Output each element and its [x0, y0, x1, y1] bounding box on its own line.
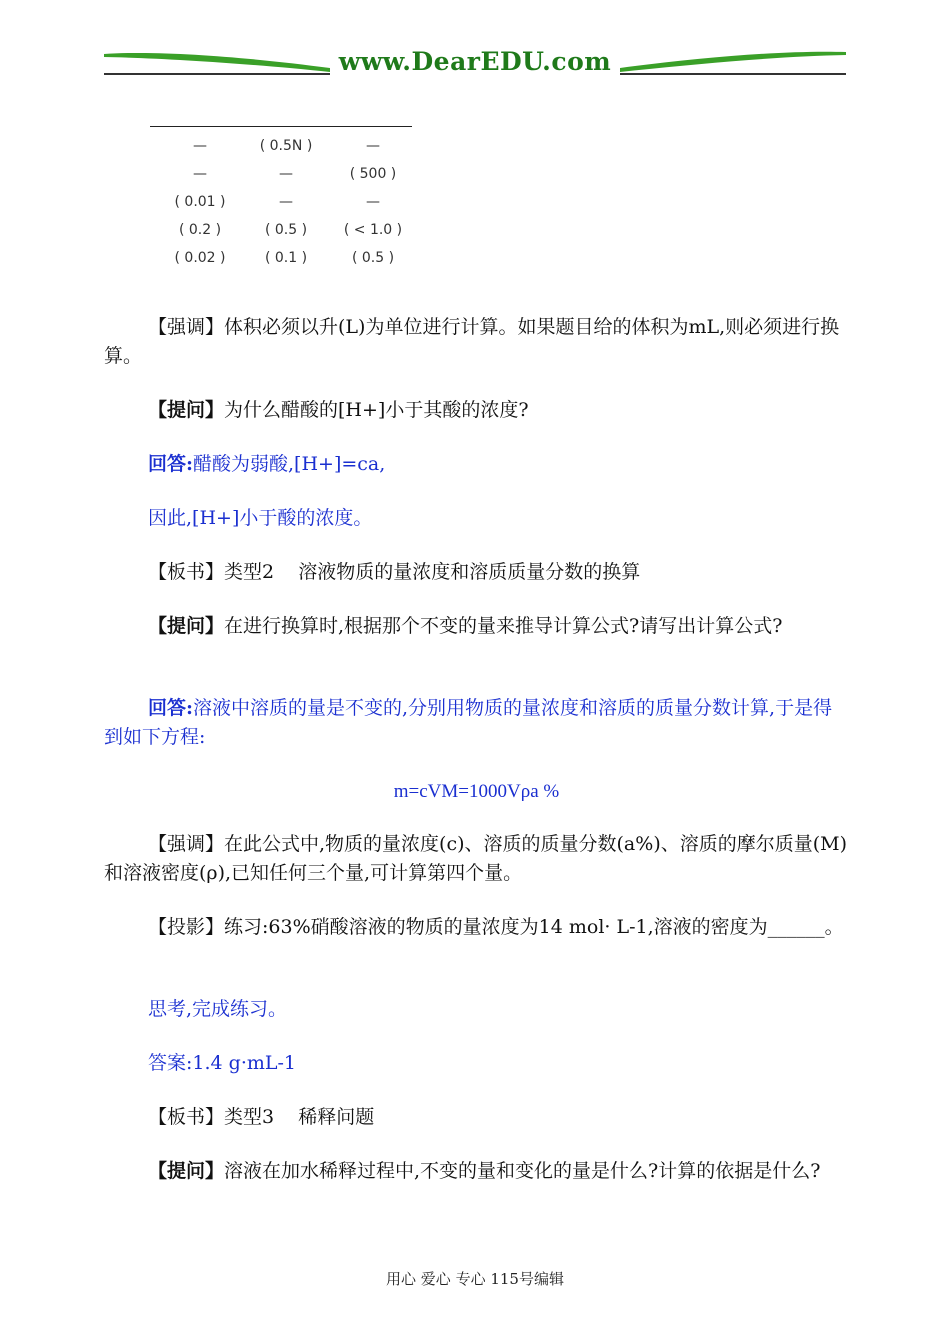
- paragraph-question-formula: [104, 612, 849, 641]
- paragraph-text: 类型2 溶液物质的量浓度和溶质质量分数的换算: [224, 561, 641, 583]
- paragraph-text: 醋酸为弱酸,[H+]=ca,: [193, 453, 386, 475]
- table-top-rule: [150, 126, 412, 127]
- table-row: [150, 250, 412, 274]
- paragraph-board-type2: [104, 558, 849, 587]
- table-row: [150, 166, 412, 190]
- table-cell: —: [366, 138, 380, 154]
- table-cell: ( 0.02 ): [174, 250, 226, 266]
- table-cell: ( 0.5N ): [259, 138, 313, 154]
- table-cell: —: [193, 138, 207, 154]
- tag-question: 【提问】: [148, 1160, 225, 1182]
- paragraph-answer-value: [104, 1049, 849, 1078]
- tag-emphasis: 【强调】: [148, 316, 225, 338]
- site-logo-text: www.DearEDU.com: [330, 47, 620, 77]
- paragraph-emphasis-formula: [104, 830, 849, 888]
- paragraph-text: 在此公式中,物质的量浓度(c)、溶质的质量分数(a%)、溶质的摩尔质量(M)和溶液密度(ρ),已知任何三个量,可计算第四个量。: [104, 833, 848, 884]
- tag-question: 【提问】: [148, 399, 225, 421]
- paragraph-think: [104, 995, 849, 1024]
- tag-projection: 【投影】: [148, 916, 225, 938]
- paragraph-text: 溶液中溶质的量是不变的,分别用物质的量浓度和溶质的质量分数计算,于是得到如下方程:: [104, 697, 833, 748]
- page-footer: 用心 爱心 专心 115号编辑: [386, 1270, 564, 1288]
- paragraph-emphasis-volume: [104, 313, 849, 371]
- paragraph-text: 类型3 稀释问题: [224, 1106, 375, 1128]
- table-cell: —: [366, 194, 380, 210]
- data-table: [150, 126, 412, 266]
- table-row: [150, 222, 412, 246]
- paragraph-board-type3: [104, 1103, 849, 1132]
- table-row: [150, 194, 412, 218]
- paragraph-text: 体积必须以升(L)为单位进行计算。如果题目给的体积为mL,则必须进行换算。: [104, 316, 840, 367]
- table-cell: ( 500 ): [349, 166, 397, 182]
- table-cell: ( 0.1 ): [264, 250, 308, 266]
- paragraph-answer-conclusion: [104, 504, 849, 533]
- table-cell: ( 0.5 ): [264, 222, 308, 238]
- paragraph-question-dilution: [104, 1157, 849, 1186]
- paragraph-text: 为什么醋酸的[H+]小于其酸的浓度?: [224, 399, 529, 421]
- table-cell: —: [279, 166, 293, 182]
- table-cell: —: [193, 166, 207, 182]
- paragraph-question-acetic: [104, 396, 849, 425]
- paragraph-text: 在进行换算时,根据那个不变的量来推导计算公式?请写出计算公式?: [224, 615, 783, 637]
- paragraph-text: 思考,完成练习。: [148, 998, 288, 1020]
- formula-text: m=cVM=1000Vρa %: [393, 781, 560, 802]
- table-cell: —: [279, 194, 293, 210]
- paragraph-text: 练习:63%硝酸溶液的物质的量浓度为14 mol· L-1,溶液的密度为______。: [224, 916, 844, 938]
- table-cell: ( 0.2 ): [178, 222, 222, 238]
- tag-question: 【提问】: [148, 615, 225, 637]
- table-cell: ( 0.5 ): [351, 250, 395, 266]
- paragraph-answer-acetic: [104, 450, 849, 479]
- tag-board: 【板书】: [148, 1106, 225, 1128]
- paragraph-projection-exercise: [104, 913, 849, 942]
- table-cell: ( 0.01 ): [174, 194, 226, 210]
- tag-emphasis: 【强调】: [148, 833, 225, 855]
- formula-line: [104, 777, 849, 806]
- table-cell: ( < 1.0 ): [343, 222, 403, 238]
- paragraph-text: 溶液在加水稀释过程中,不变的量和变化的量是什么?计算的依据是什么?: [224, 1160, 821, 1182]
- paragraph-text: 答案:1.4 g·mL-1: [148, 1052, 297, 1074]
- tag-board: 【板书】: [148, 561, 225, 583]
- tag-answer: 回答:: [148, 453, 194, 475]
- table-row: [150, 138, 412, 162]
- paragraph-answer-formula: [104, 694, 849, 752]
- tag-answer: 回答:: [148, 697, 194, 719]
- paragraph-text: 因此,[H+]小于酸的浓度。: [148, 507, 373, 529]
- page-header: [104, 44, 846, 78]
